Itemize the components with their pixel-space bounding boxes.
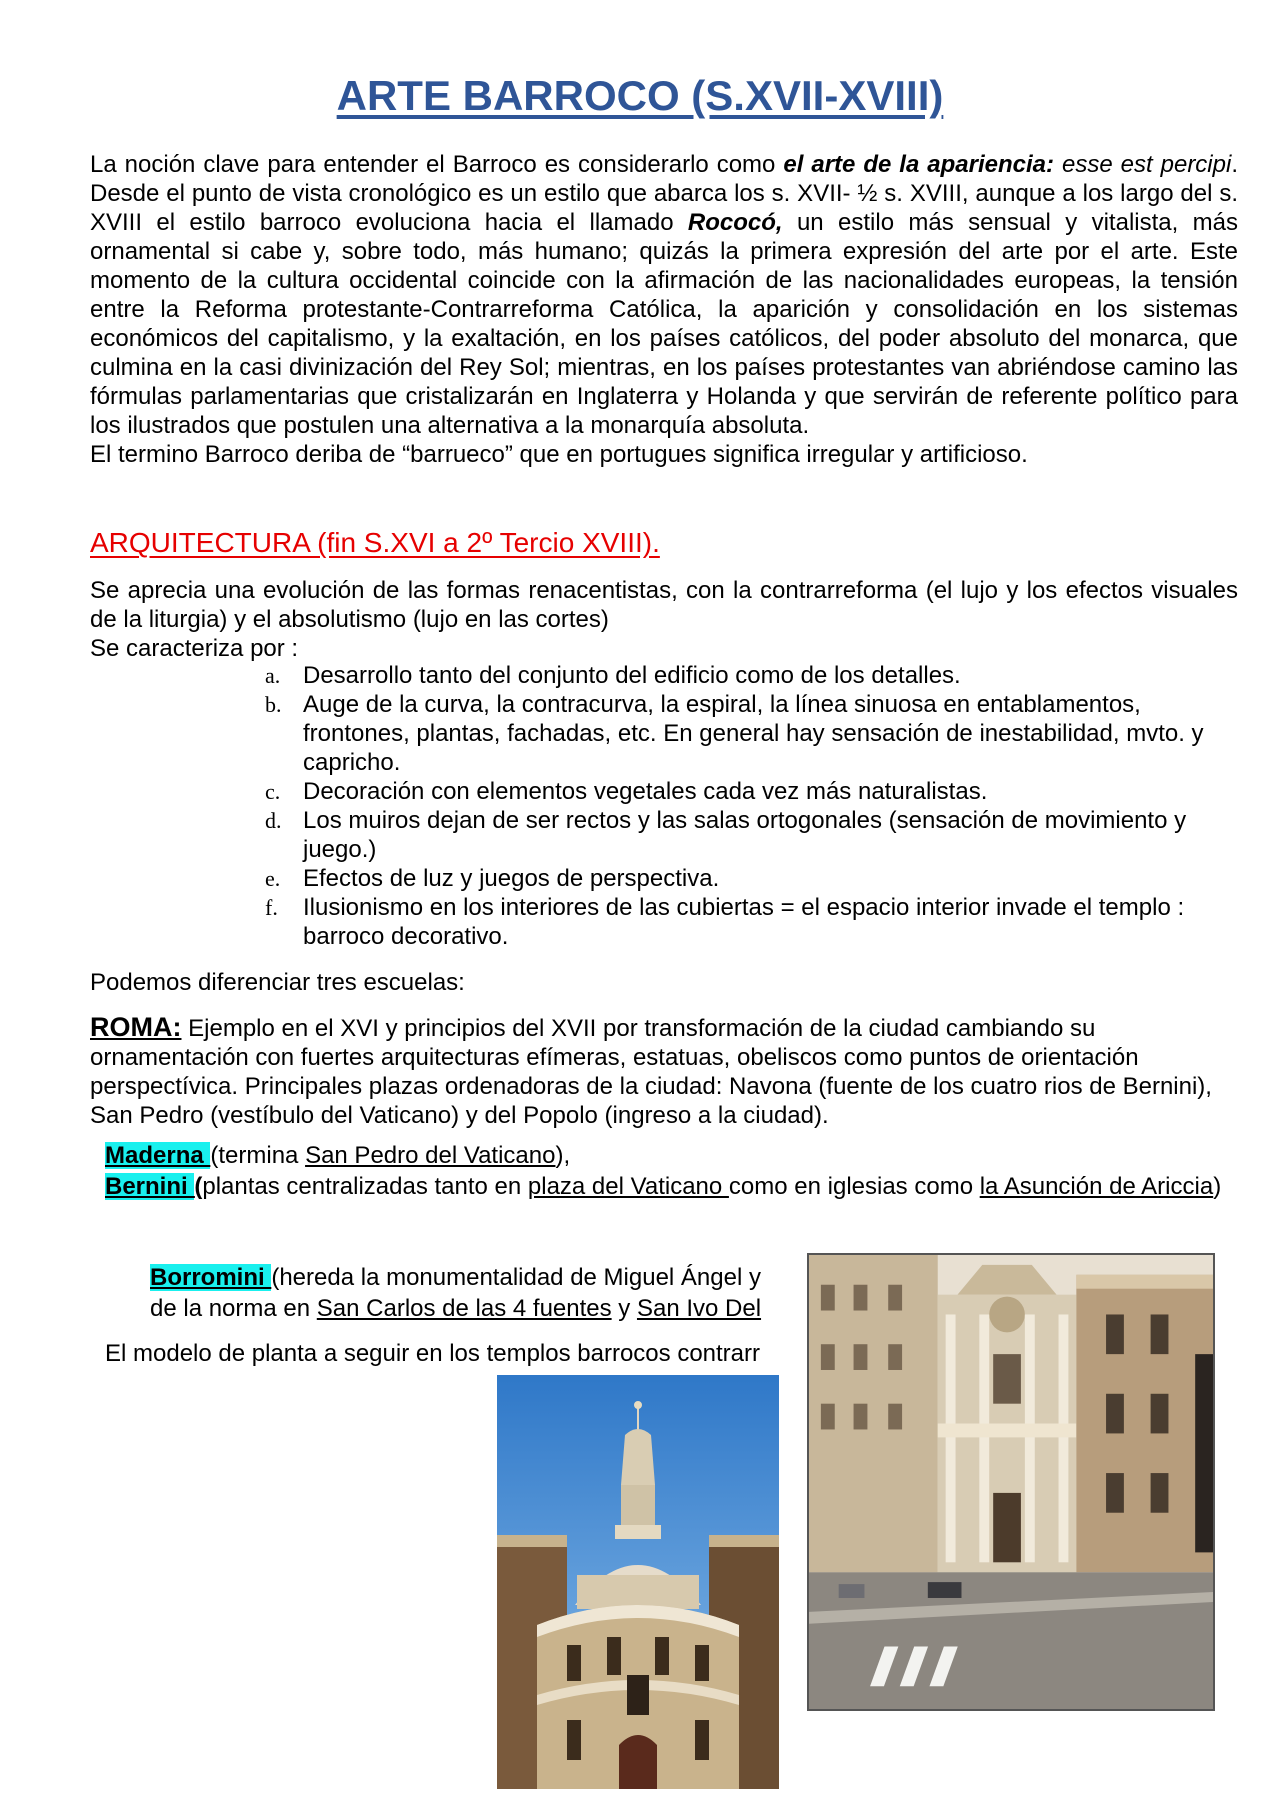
bernini-text-2: como en iglesias como xyxy=(728,1173,980,1200)
bernini-text: plantas centralizadas tanto en xyxy=(202,1173,528,1200)
intro-latin: esse est percipi xyxy=(1054,151,1232,178)
roma-artists xyxy=(105,1140,1235,1202)
list-marker: c. xyxy=(265,779,281,804)
characteristics-list xyxy=(265,661,1240,951)
bernini-text-end: ) xyxy=(1213,1173,1222,1200)
link-asuncion-ariccia[interactable]: la Asunción de Ariccia xyxy=(979,1173,1214,1200)
artist-bernini: Bernini xyxy=(105,1173,195,1200)
list-marker: a. xyxy=(265,663,281,688)
list-item-text: Auge de la curva, la contracurva, la espiral, la línea sinuosa en entablamentos, frontones, plantas, fachadas, etc. En general hay sensación de inestabilidad, mvto. y capricho. xyxy=(303,691,1204,776)
arquitectura-intro xyxy=(90,576,1238,663)
sant-ivo-photo xyxy=(497,1375,779,1789)
intro-text: La noción clave para entender el Barroco es considerarlo como xyxy=(90,151,784,178)
list-marker: b. xyxy=(265,692,282,717)
borromini-line-1 xyxy=(150,1262,810,1293)
sant-ivo-image xyxy=(497,1375,779,1789)
intro-paragraph-2: El termino Barroco deriba de “barrueco” que en portugues significa irregular y artificioso. xyxy=(90,441,1028,468)
page-title: ARTE BARROCO (S.XVII-XVIII) xyxy=(336,72,944,119)
arquitectura-heading: ARQUITECTURA (fin S.XVI a 2º Tercio XVIII). xyxy=(90,527,660,558)
maderna-text: (termina xyxy=(210,1142,306,1169)
borromini-text-3: y xyxy=(611,1295,637,1322)
san-carlos-photo xyxy=(807,1253,1215,1711)
list-marker: e. xyxy=(265,866,281,891)
intro-section xyxy=(90,150,1238,469)
link-san-ivo[interactable]: San Ivo Del xyxy=(636,1295,762,1322)
maderna-entry xyxy=(105,1140,1235,1171)
schools-lead: Podemos diferenciar tres escuelas: xyxy=(90,969,465,996)
list-marker: d. xyxy=(265,808,282,833)
roma-paragraph xyxy=(90,1013,1238,1130)
list-item xyxy=(265,690,1240,777)
intro-text: . Desde el punto de vista cronológico es un estilo que abarca los s. XVII- ½ s. XVIII, aunque a los largo del s. XVIII el estilo barroco evoluciona hacia el llamado xyxy=(90,151,1238,236)
borromini-text-2: de la norma en xyxy=(150,1295,317,1322)
list-item xyxy=(265,661,1240,690)
list-item-text: Los muiros dejan de ser rectos y las salas ortogonales (sensación de movimiento y juego.) xyxy=(303,807,1187,863)
intro-rococo: Rococó, xyxy=(687,209,783,236)
san-carlos-image xyxy=(809,1255,1213,1709)
link-plaza-vaticano[interactable]: plaza del Vaticano xyxy=(527,1173,729,1200)
borromini-entry xyxy=(150,1262,810,1324)
link-san-carlos[interactable]: San Carlos de las 4 fuentes xyxy=(316,1295,612,1322)
link-san-pedro[interactable]: San Pedro del Vaticano xyxy=(305,1142,556,1169)
list-item-text: Efectos de luz y juegos de perspectiva. xyxy=(303,865,720,892)
artist-maderna: Maderna xyxy=(105,1142,211,1169)
arquitectura-lead: Se caracteriza por : xyxy=(90,635,299,662)
intro-text: un estilo más sensual y vitalista, más ornamental si cabe y, sobre todo, más humano; quizás la primera expresión del arte por el arte. Este momento de la cultura occidental coincide con la afirmación de las nacionalidades europeas, la tensión entre la Reforma protestante-Contrarreforma Católica, la aparición y consolidación en los sistemas económicos del capitalismo, y la exaltación, en los países católicos, del poder absoluto del monarca, que culmina en la casi divinización del Rey Sol; mientras, en los países protestantes van abriéndose camino las fórmulas parlamentarias que cristalizarán en Inglaterra y Holanda y que servirán de referente político para los ilustrados que postulen una alternativa a la monarquía absoluta. xyxy=(90,209,1238,439)
borromini-line-2 xyxy=(150,1293,810,1324)
intro-paragraph xyxy=(90,150,1238,440)
list-item-text: Ilusionismo en los interiores de las cubiertas = el espacio interior invade el templo : barroco decorativo. xyxy=(303,894,1185,950)
bernini-paren: ( xyxy=(194,1173,203,1200)
roma-text: Ejemplo en el XVI y principios del XVII por transformación de la ciudad cambiando su ornamentación con fuertes arquitecturas efímeras, estatuas, obeliscos como puntos de orientación perspectívica. Principales plazas ordenadoras de la ciudad: Navona (fuente de los cuatro rios de Bernini), San Pedro (vestíbulo del Vaticano) y del Popolo (ingreso a la ciudad). xyxy=(90,1015,1212,1129)
intro-emphasis: el arte de la apariencia: xyxy=(783,151,1055,178)
list-item xyxy=(265,893,1240,951)
borromini-text: (hereda la monumentalidad de Miguel Ángel y xyxy=(271,1264,761,1291)
list-item-text: Desarrollo tanto del conjunto del edificio como de los detalles. xyxy=(303,662,961,689)
roma-label: ROMA: xyxy=(90,1012,182,1042)
list-item xyxy=(265,864,1240,893)
maderna-text-end: ), xyxy=(555,1142,571,1169)
list-item xyxy=(265,777,1240,806)
list-marker: f. xyxy=(265,895,278,920)
list-item-text: Decoración con elementos vegetales cada vez más naturalistas. xyxy=(303,778,988,805)
artist-borromini: Borromini xyxy=(150,1264,272,1291)
arquitectura-paragraph: Se aprecia una evolución de las formas renacentistas, con la contrarreforma (el lujo y los efectos visuales de la liturgia) y el absolutismo (lujo en las cortes) xyxy=(90,577,1238,633)
bernini-entry xyxy=(105,1171,1235,1202)
modelo-planta-text: El modelo de planta a seguir en los templos barrocos contrarr xyxy=(105,1340,761,1367)
list-item xyxy=(265,806,1240,864)
